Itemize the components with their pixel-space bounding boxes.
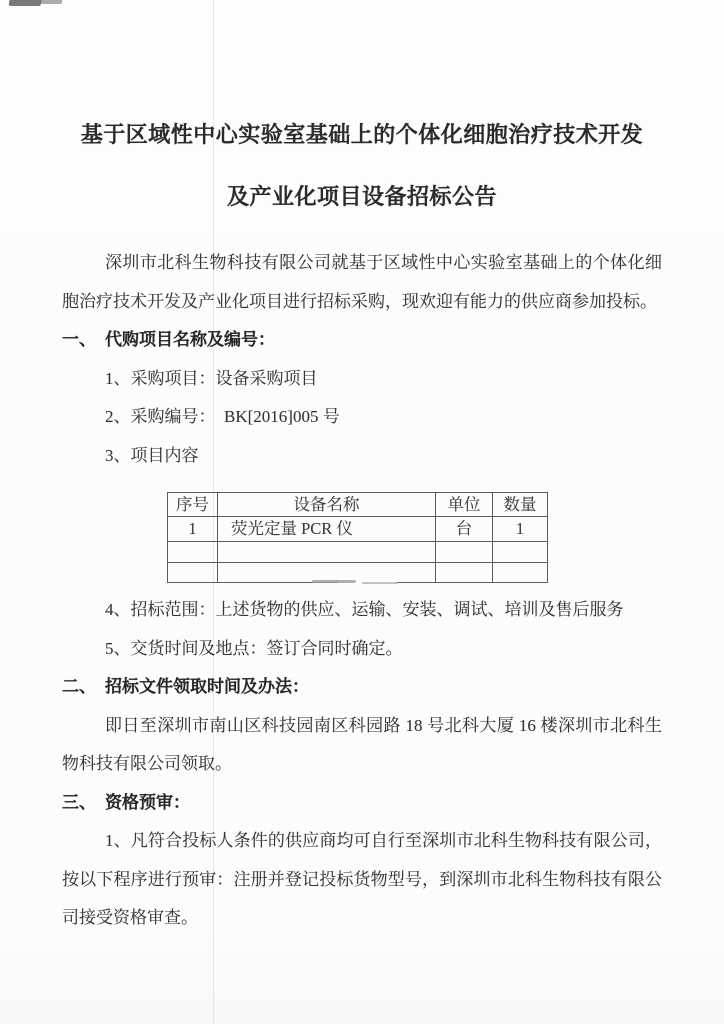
cell-unit [436,563,493,583]
section2-number: 二、 [62,677,96,696]
column-header-index: 序号 [168,493,218,517]
column-header-quantity: 数量 [493,493,548,517]
section3-number: 三、 [62,792,96,812]
cell-equipment-name [218,542,436,563]
cell-equipment-name: 荧光定量 PCR 仪 [218,517,436,542]
section1-number: 一、 [62,330,96,349]
item-project-content: 3、项目内容 [105,445,199,465]
document-body [62,244,662,938]
cell-index: 1 [168,517,218,542]
scan-artifact-top-left-mark-2 [40,0,62,4]
section1-heading-label: 代购项目名称及编号： [105,330,275,349]
cell-index [168,542,218,563]
column-header-unit: 单位 [436,493,493,517]
scan-artifact-top-left-mark [9,0,42,6]
cell-index [168,563,218,583]
section3-body: 1、凡符合投标人条件的供应商均可自行至深圳市北科生物科技有限公司，按以下程序进行预审：注册并登记投标货物型号，到深圳市北科生物科技有限公司接受资格审查。 [62,831,662,927]
item-procurement-number: 2、采购编号： BK[2016]005 号 [105,407,340,426]
cell-unit: 台 [436,517,493,542]
table-row [168,517,548,542]
item-bid-scope: 4、招标范围：上述货物的供应、运输、安装、调试、培训及售后服务 [105,600,624,619]
item-delivery-time-place: 5、交货时间及地点：签订合同时确定。 [105,638,403,658]
equipment-table [167,492,548,583]
section1-heading [62,321,662,360]
document-content [0,104,724,938]
column-header-equipment-name: 设备名称 [218,493,436,517]
scan-artifact-smudge [312,580,356,583]
equipment-table-header-row [168,493,548,517]
section2-heading-label: 招标文件领取时间及办法： [105,677,309,696]
title-line-2: 及产业化项目设备招标公告 [226,184,497,209]
section2-heading [62,668,662,707]
section3-heading-label: 资格预审： [105,792,190,812]
section2-body: 即日至深圳市南山区科技园南区科园路 18 号北科大厦 16 楼深圳市北科生物科技有限公司领取。 [62,715,662,773]
table-row-empty [168,542,548,563]
cell-quantity [493,563,548,583]
intro-paragraph: 深圳市北科生物科技有限公司就基于区域性中心实验室基础上的个体化细胞治疗技术开发及产业化项目进行招标采购，现欢迎有能力的供应商参加投标。 [62,253,662,311]
cell-quantity: 1 [493,517,548,542]
scan-artifact-smudge-2 [362,582,398,584]
item-procurement-project: 1、采购项目：设备采购项目 [105,368,318,388]
cell-quantity [493,542,548,563]
cell-unit [436,542,493,563]
title-line-1: 基于区域性中心实验室基础上的个体化细胞治疗技术开发 [80,122,644,147]
document-title [62,104,662,228]
section3-heading [62,784,662,823]
